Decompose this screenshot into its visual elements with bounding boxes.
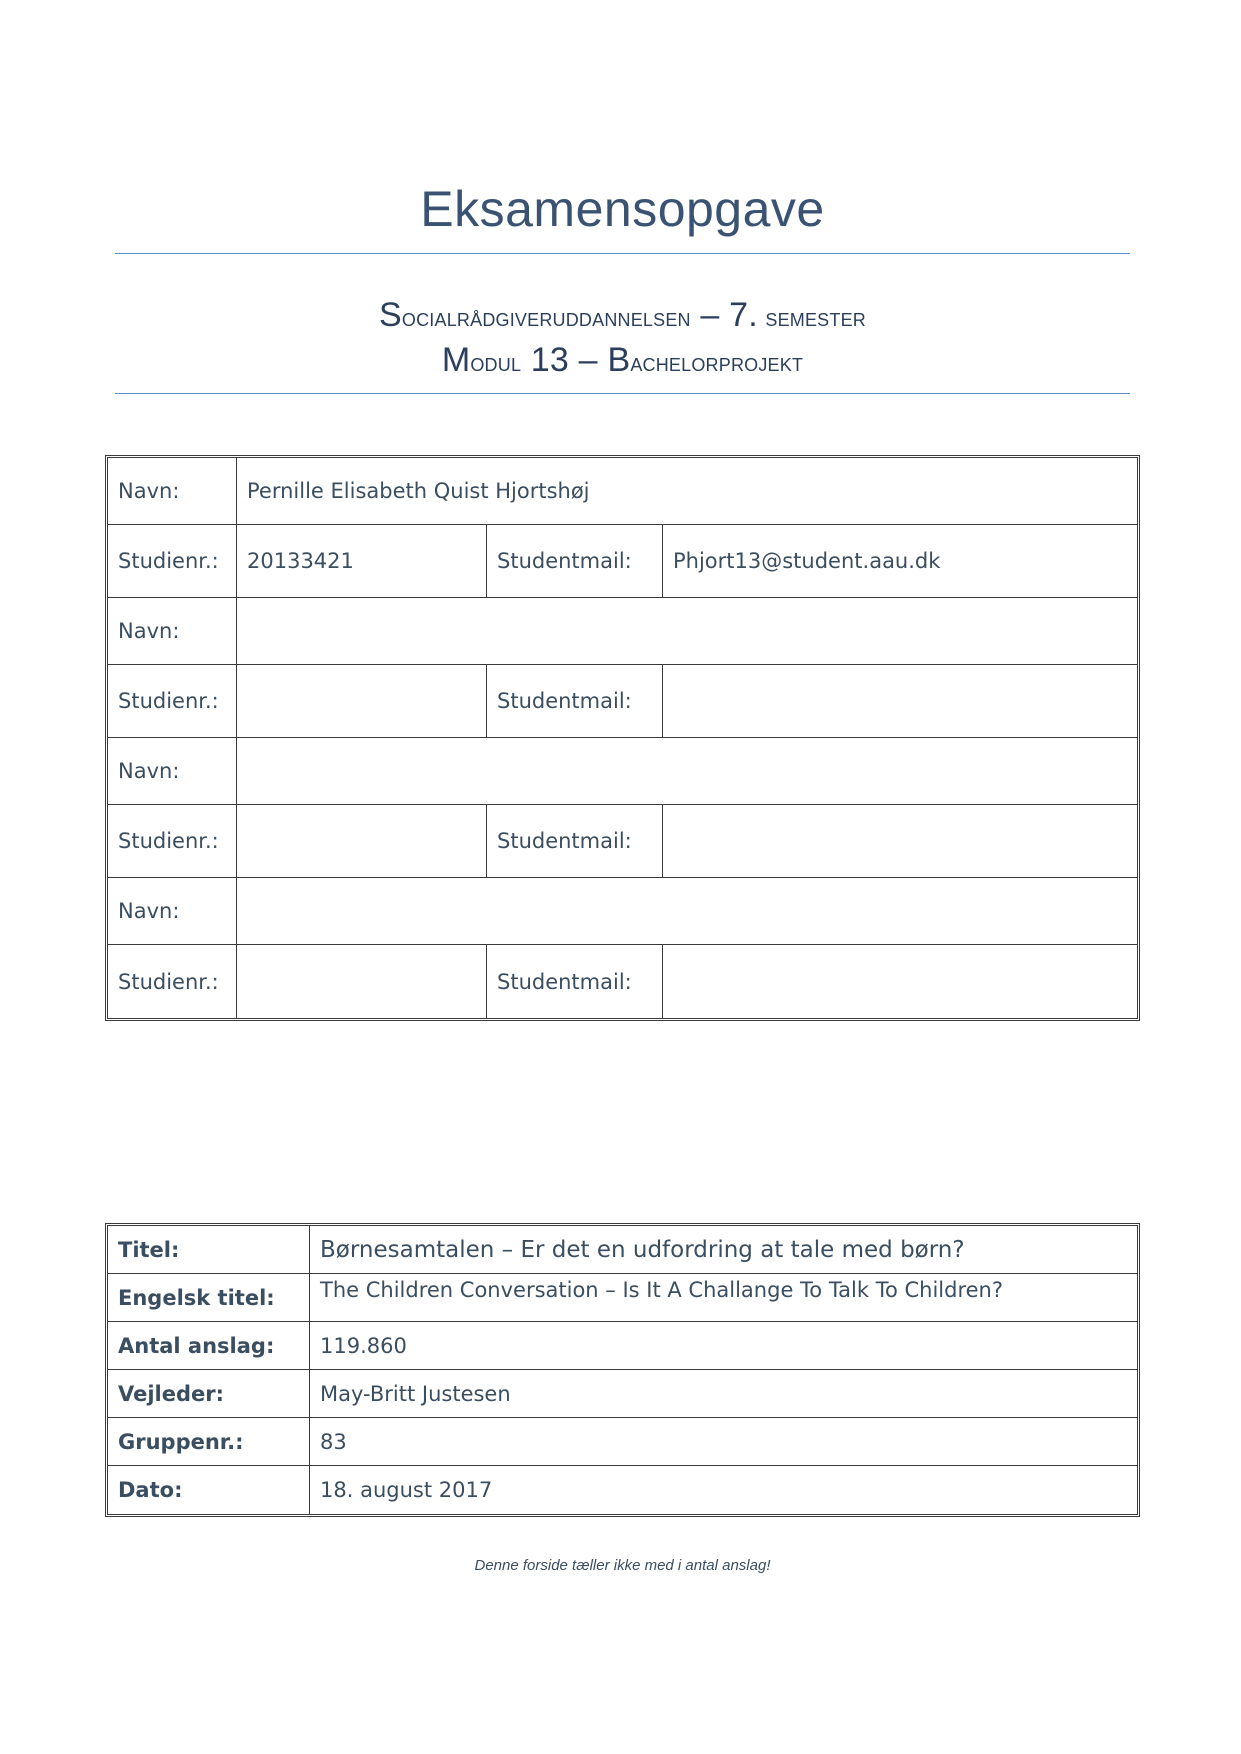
- student-name-row: [108, 598, 1137, 665]
- id-label: Studienr.:: [108, 525, 237, 598]
- student-id-row: [108, 525, 1137, 598]
- mail-value: [663, 945, 1137, 1018]
- date-row: [108, 1466, 1137, 1514]
- name-label: Navn:: [108, 738, 237, 805]
- student-name-row: [108, 878, 1137, 945]
- id-value: [237, 665, 487, 738]
- subtitle-line-1: Socialrådgiveruddannelsen – 7. semester: [379, 296, 866, 334]
- english-title-value: The Children Conversation – Is It A Challange To Talk To Children?: [310, 1274, 1137, 1322]
- title-label: Titel:: [108, 1226, 310, 1274]
- id-label: Studienr.:: [108, 945, 237, 1018]
- supervisor-label: Vejleder:: [108, 1370, 310, 1418]
- mail-label: Studentmail:: [487, 945, 663, 1018]
- char-count-row: [108, 1322, 1137, 1370]
- date-value: 18. august 2017: [320, 1478, 493, 1502]
- name-label: Navn:: [108, 878, 237, 945]
- mail-label: Studentmail:: [487, 665, 663, 738]
- name-label: Navn:: [108, 458, 237, 525]
- student-id-row: [108, 945, 1137, 1018]
- mail-value: [663, 665, 1137, 738]
- id-label: Studienr.:: [108, 805, 237, 878]
- subtitle-divider: [115, 393, 1130, 394]
- supervisor-value: May-Britt Justesen: [310, 1370, 1137, 1418]
- student-id-row: [108, 665, 1137, 738]
- name-value: [237, 598, 1137, 665]
- title-divider: [115, 253, 1130, 254]
- subtitle-line-2: Modul 13 – Bachelorprojekt: [441, 341, 804, 379]
- group-row: [108, 1418, 1137, 1466]
- mail-label: Studentmail:: [487, 805, 663, 878]
- char-count-value: 119.860: [310, 1322, 1137, 1370]
- project-info-table: [105, 1223, 1140, 1517]
- student-name-row: [108, 738, 1137, 805]
- id-value: [237, 945, 487, 1018]
- title-value: Børnesamtalen – Er det en udfordring at tale med børn?: [310, 1226, 1137, 1274]
- mail-label: Studentmail:: [487, 525, 663, 598]
- name-value: [237, 878, 1137, 945]
- group-label: Gruppenr.:: [108, 1418, 310, 1466]
- title-row: [108, 1226, 1137, 1274]
- name-value: [237, 738, 1137, 805]
- char-count-label: Antal anslag:: [108, 1322, 310, 1370]
- date-label: Dato:: [108, 1466, 310, 1514]
- footnote: Denne forside tæller ikke med i antal anslag!: [474, 1557, 771, 1574]
- id-value: 20133421: [237, 525, 487, 598]
- id-label: Studienr.:: [108, 665, 237, 738]
- mail-value: Phjort13@student.aau.dk: [663, 525, 1137, 598]
- english-title-row: [108, 1274, 1137, 1322]
- group-value: 83: [310, 1418, 1137, 1466]
- student-name-row: [108, 458, 1137, 525]
- document-title: Eksamensopgave: [420, 181, 825, 237]
- name-value: Pernille Elisabeth Quist Hjortshøj: [237, 458, 1137, 525]
- name-label: Navn:: [108, 598, 237, 665]
- english-title-label: Engelsk titel:: [108, 1274, 310, 1322]
- mail-value: [663, 805, 1137, 878]
- students-table: [105, 455, 1140, 1021]
- supervisor-row: [108, 1370, 1137, 1418]
- id-value: [237, 805, 487, 878]
- student-id-row: [108, 805, 1137, 878]
